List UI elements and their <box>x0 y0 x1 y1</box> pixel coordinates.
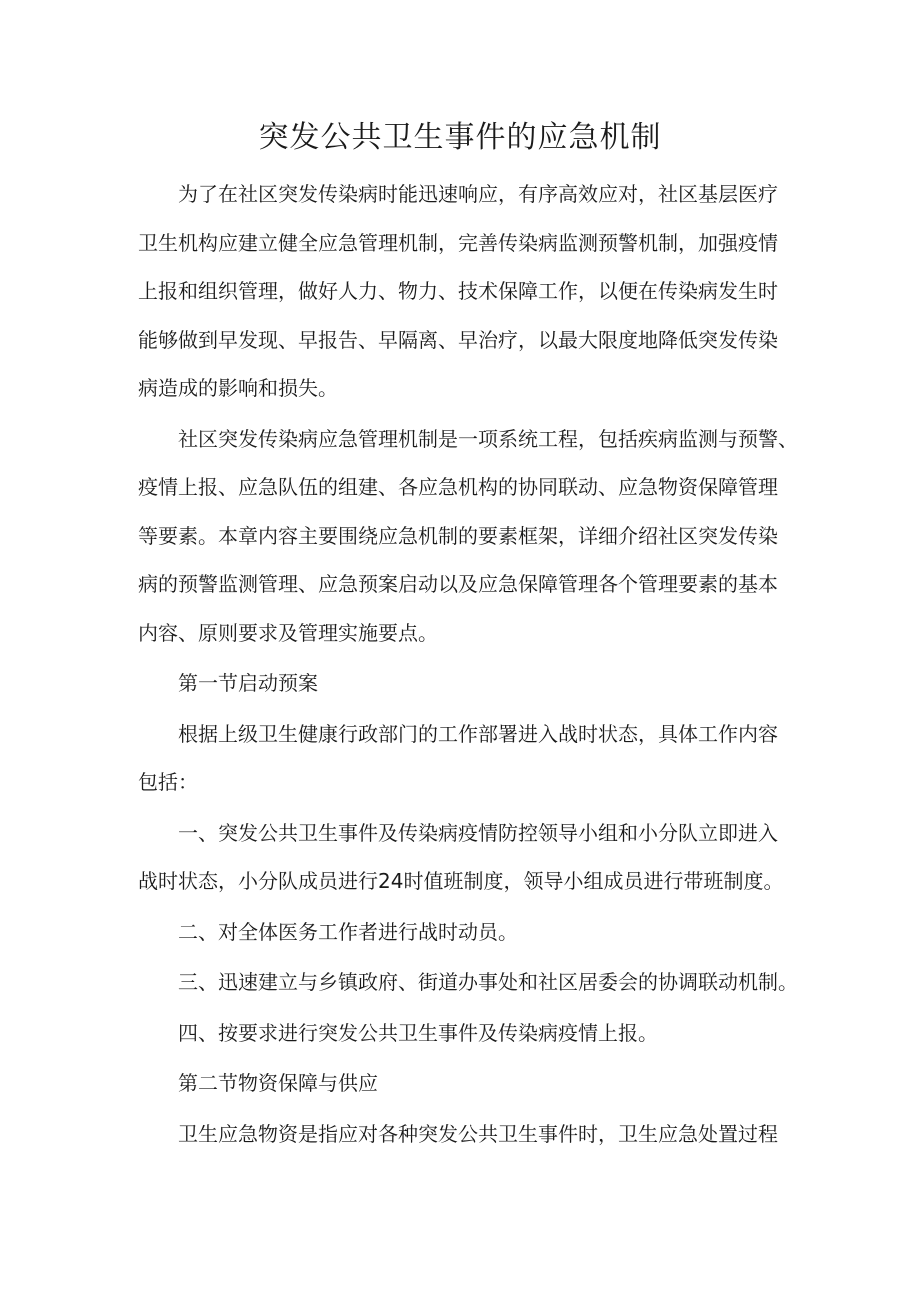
text-line: 病的预警监测管理、应急预案启动以及应急保障管理各个管理要素的基本 <box>138 572 778 596</box>
text-line: 上报和组织管理，做好人力、物力、技术保障工作，以便在传染病发生时 <box>138 279 778 303</box>
document-title: 突发公共卫生事件的应急机制 <box>258 120 662 155</box>
section-heading <box>138 659 798 708</box>
list-item <box>138 809 798 906</box>
paragraph <box>138 415 798 658</box>
text-line: 卫生机构应建立健全应急管理机制，完善传染病监测预警机制，加强疫情 <box>138 230 778 255</box>
text-line: 为了在社区突发传染病时能迅速响应，有序高效应对，社区基层医疗 <box>178 182 778 206</box>
text-line: 包括： <box>138 770 198 794</box>
text-line: 战时状态，小分队成员进行24时值班制度，领导小组成员进行带班制度。 <box>138 869 784 893</box>
list-item <box>138 958 798 1007</box>
section-heading-text: 第一节启动预案 <box>178 671 318 695</box>
text-line: 疫情上报、应急队伍的组建、各应急机构的协同联动、应急物资保障管理 <box>138 475 778 499</box>
text-line: 社区突发传染病应急管理机制是一项系统工程，包括疾病监测与预警、 <box>178 426 798 451</box>
text-line: 内容、原则要求及管理实施要点。 <box>138 620 438 645</box>
section-heading <box>138 1059 798 1108</box>
text-line: 一、突发公共卫生事件及传染病疫情防控领导小组和小分队立即进入 <box>178 820 778 845</box>
text-line: 四、按要求进行突发公共卫生事件及传染病疫情上报。 <box>178 1020 658 1045</box>
paragraph <box>138 1110 798 1159</box>
text-line: 二、对全体医务工作者进行战时动员。 <box>178 919 518 944</box>
text-line: 病造成的影响和损失。 <box>138 376 338 400</box>
text-line: 三、迅速建立与乡镇政府、街道办事处和社区居委会的协调联动机制。 <box>178 970 798 994</box>
text-line: 根据上级卫生健康行政部门的工作部署进入战时状态，具体工作内容 <box>178 721 778 746</box>
text-line: 卫生应急物资是指应对各种突发公共卫生事件时，卫生应急处置过程 <box>178 1121 778 1146</box>
paragraph <box>138 710 798 807</box>
text-line: 等要素。本章内容主要围绕应急机制的要素框架，详细介绍社区突发传染 <box>138 523 778 548</box>
list-item <box>138 908 798 957</box>
paragraph <box>138 170 798 413</box>
section-heading-text: 第二节物资保障与供应 <box>178 1071 378 1095</box>
list-item <box>138 1009 798 1058</box>
text-line: 能够做到早发现、早报告、早隔离、早治疗，以最大限度地降低突发传染 <box>138 327 778 352</box>
document-body <box>138 170 798 1158</box>
